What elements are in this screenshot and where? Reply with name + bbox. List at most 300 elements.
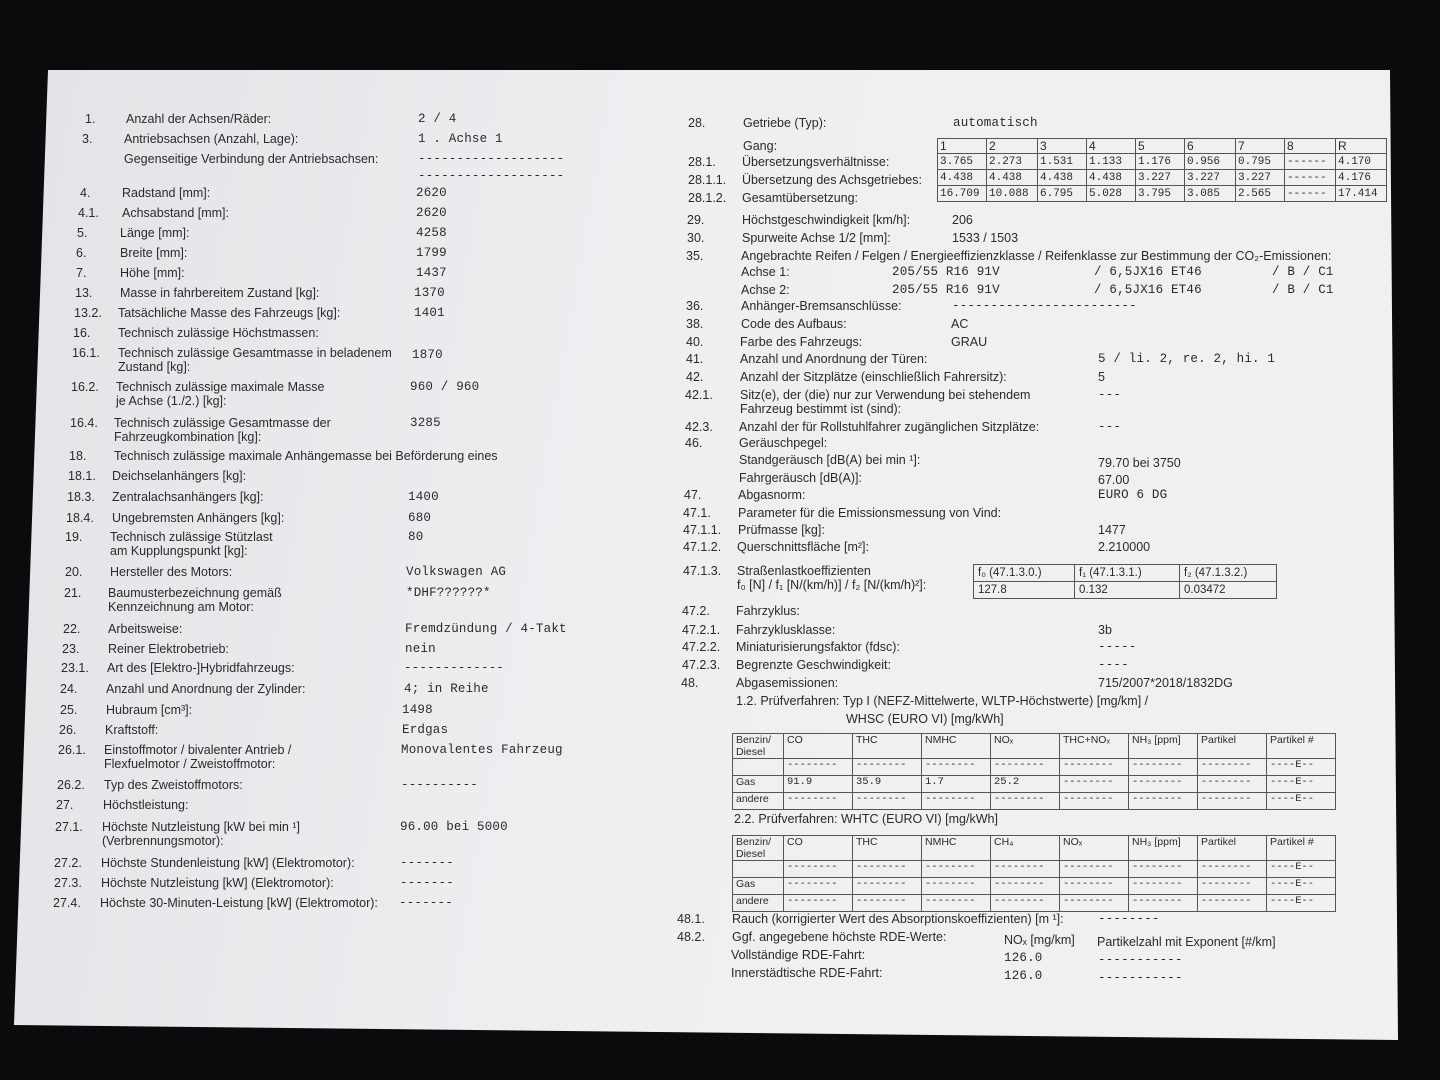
gear-cell: 4.438 [987, 170, 1038, 186]
row-label: Gesamtübersetzung: [742, 191, 859, 205]
emission-cell: -------- [922, 861, 991, 878]
row-number: 42.3. [685, 420, 713, 434]
emission-cell: -------- [991, 793, 1060, 810]
gear-header: 3 [1038, 139, 1087, 154]
emission-cell: ----E-- [1267, 759, 1336, 776]
emission-cell: 35.9 [853, 776, 922, 793]
row-label: Parameter für die Emissionsmessung von Vind: [738, 506, 1002, 520]
rim-size: / 6,5JX16 ET46 [1094, 265, 1202, 279]
gear-cell: 3.227 [1136, 170, 1185, 186]
row-value: ------------------------ [952, 299, 1137, 313]
row-value: 67.00 [1098, 473, 1130, 487]
emissions-table-whtc [732, 835, 1336, 912]
gear-cell: 16.709 [938, 186, 987, 202]
row-label: Abgasnorm: [738, 488, 806, 502]
row-label: Art des [Elektro-]Hybridfahrzeugs: [107, 661, 295, 675]
pollutant-header: Partikel [1198, 734, 1267, 759]
emission-cell: -------- [1060, 861, 1129, 878]
emission-cell: -------- [1198, 861, 1267, 878]
row-header: Benzin/ Diesel [733, 836, 784, 861]
row-label: Höchste 30-Minuten-Leistung [kW] (Elektromotor): [100, 896, 378, 910]
emission-cell: -------- [853, 759, 922, 776]
pollutant-header: NH₃ [ppm] [1129, 836, 1198, 861]
row-label: Breite [mm]: [120, 246, 188, 260]
row-value: 2 / 4 [418, 112, 457, 126]
gang-label: Gang: [743, 139, 778, 153]
row-value: 1870 [412, 348, 443, 362]
row-number: 29. [687, 213, 705, 227]
row-label: Standgeräusch [dB(A) bei min ¹]: [739, 453, 921, 467]
pollutant-header: Partikel [1198, 836, 1267, 861]
gear-cell: 1.531 [1038, 154, 1087, 170]
row-number: 4.1. [78, 206, 99, 220]
gear-cell: 3.765 [938, 154, 987, 170]
row-value: 1437 [416, 266, 447, 280]
row-label: Länge [mm]: [120, 226, 190, 240]
row-header: Benzin/ Diesel [733, 734, 784, 759]
row-label: Anhänger-Bremsanschlüsse: [741, 299, 902, 313]
row-label: Zentralachsanhängers [kg]: [112, 490, 264, 504]
row-value: nein [405, 642, 436, 656]
pollutant-header: Partikel # [1267, 836, 1336, 861]
row-label: Technisch zulässige Gesamtmasse der [114, 416, 331, 430]
rde-col-header: Partikelzahl mit Exponent [#/km] [1097, 935, 1276, 949]
procedure-label: 1.2. Prüfverfahren: Typ I (NEFZ-Mittelwerte, WLTP-Höchstwerte) [mg/km] / [736, 694, 1149, 708]
axle-label: Achse 1: [741, 265, 790, 279]
row-label: Anzahl der Sitzplätze (einschließlich Fahrersitz): [740, 370, 1007, 384]
row-value: 1400 [408, 490, 439, 504]
row-value: 126.0 [1004, 951, 1043, 965]
row-label-cont: Fahrzeugkombination [kg]: [114, 430, 262, 444]
fuel-label-spacer [733, 759, 784, 776]
tyre-class: / B / C1 [1272, 283, 1334, 297]
emission-cell: -------- [922, 878, 991, 895]
row-number: 48.2. [677, 930, 705, 944]
row-label: Übersetzung des Achsgetriebes: [742, 173, 922, 187]
row-number: 47.2.2. [682, 640, 721, 654]
row-number: 18.3. [67, 490, 95, 504]
emission-cell: -------- [784, 861, 853, 878]
tyre-size: 205/55 R16 91V [892, 283, 1000, 297]
row-label: Höchstgeschwindigkeit [km/h]: [742, 213, 911, 227]
row-number: 16.4. [70, 416, 98, 430]
emission-cell: -------- [1198, 895, 1267, 912]
row-label: Höchstleistung: [103, 798, 189, 812]
row-number: 13.2. [74, 306, 102, 320]
emission-cell: -------- [1060, 878, 1129, 895]
row-label: Sitz(e), der (die) nur zur Verwendung bei stehendem [740, 388, 1031, 402]
row-value: ------------------- [418, 169, 565, 183]
row-label: Begrenzte Geschwindigkeit: [736, 658, 891, 672]
row-value: --- [1098, 388, 1122, 402]
gear-header: 7 [1236, 139, 1285, 154]
pollutant-header: THC [853, 734, 922, 759]
row-value: ------------- [404, 661, 505, 675]
row-number: 13. [75, 286, 93, 300]
row-value: Erdgas [402, 723, 449, 737]
gear-cell: ------ [1285, 154, 1336, 170]
emission-cell: 25.2 [991, 776, 1060, 793]
row-value: ------- [399, 896, 453, 910]
row-value: 206 [952, 213, 973, 227]
row-value: 4258 [416, 226, 447, 240]
emission-cell: -------- [1198, 793, 1267, 810]
row-label: Masse in fahrbereitem Zustand [kg]: [120, 286, 320, 300]
row-label: Technisch zulässige Höchstmassen: [118, 326, 319, 340]
emission-cell: -------- [853, 793, 922, 810]
row-label-cont: f₀ [N] / f₁ [N/(km/h)] / f₂ [N/(km/h)²]: [737, 578, 927, 592]
row-number: 42. [686, 370, 704, 384]
row-label: Höchste Nutzleistung [kW] (Elektromotor): [101, 876, 334, 890]
row-label-cont: Flexfuelmotor / Zweistoffmotor: [104, 757, 276, 771]
row-value: automatisch [953, 116, 1038, 130]
row-label: Technisch zulässige maximale Anhängemasse bei Beförderung eines [114, 449, 498, 463]
row-value: 680 [408, 511, 432, 525]
row-number: 41. [686, 352, 704, 366]
row-number: 28.1.1. [688, 173, 727, 187]
row-label: Einstoffmotor / bivalenter Antrieb / [104, 743, 292, 757]
row-value: 1477 [1098, 523, 1126, 537]
pollutant-header: NH₃ [ppm] [1129, 734, 1198, 759]
row-number: 7. [76, 266, 87, 280]
emission-cell: -------- [784, 759, 853, 776]
row-label: Hersteller des Motors: [110, 565, 233, 579]
row-label: Hubraum [cm³]: [106, 703, 193, 717]
emission-cell: -------- [1060, 793, 1129, 810]
row-value: Volkswagen AG [406, 565, 507, 579]
row-value: 715/2007*2018/1832DG [1098, 676, 1233, 690]
row-number: 18.1. [68, 469, 96, 483]
row-label: Arbeitsweise: [108, 622, 183, 636]
row-number: 47.1.1. [683, 523, 722, 537]
row-value: 960 / 960 [410, 380, 480, 394]
gear-cell: ------ [1285, 186, 1336, 202]
emission-cell: -------- [1198, 776, 1267, 793]
fuel-label: Gas [733, 776, 784, 793]
emission-cell: -------- [922, 793, 991, 810]
procedure-label-cont: WHSC (EURO VI) [mg/kWh] [846, 712, 1004, 726]
gear-ratio-table [937, 138, 1387, 202]
emission-cell: -------- [853, 861, 922, 878]
gear-cell: 5.028 [1087, 186, 1136, 202]
row-value: ----------- [1098, 971, 1183, 985]
row-value: ------- [400, 856, 454, 870]
row-number: 20. [65, 565, 83, 579]
emission-cell: -------- [1060, 776, 1129, 793]
emission-cell: -------- [1129, 895, 1198, 912]
emission-cell: -------- [991, 861, 1060, 878]
row-label: Höchste Nutzleistung [kW bei min ¹] [102, 820, 300, 834]
row-number: 47. [684, 488, 702, 502]
row-number: 47.2. [682, 604, 710, 618]
emission-cell: -------- [991, 895, 1060, 912]
row-label: Übersetzungsverhältnisse: [742, 155, 890, 169]
emission-cell: -------- [784, 878, 853, 895]
emission-cell: -------- [1129, 776, 1198, 793]
row-value: 80 [408, 530, 424, 544]
gear-header: 5 [1136, 139, 1185, 154]
rde-col-header: NOₓ [mg/km] [1004, 933, 1075, 947]
emission-cell: 91.9 [784, 776, 853, 793]
row-label: Code des Aufbaus: [741, 317, 847, 331]
coef-header: f₁ (47.1.3.1.) [1075, 565, 1180, 582]
row-number: 16. [73, 326, 91, 340]
gear-cell: 2.273 [987, 154, 1038, 170]
row-number: 47.1. [683, 506, 711, 520]
emission-cell: -------- [922, 759, 991, 776]
row-label: Ungebremsten Anhängers [kg]: [112, 511, 285, 525]
row-label: Technisch zulässige Gesamtmasse in beladenem [118, 346, 392, 360]
emission-cell: -------- [1129, 793, 1198, 810]
row-label: Fahrzyklusklasse: [736, 623, 836, 637]
fuel-label-spacer [733, 861, 784, 878]
row-number: 4. [80, 186, 91, 200]
row-value: 5 / li. 2, re. 2, hi. 1 [1098, 352, 1276, 366]
gear-cell: 1.133 [1087, 154, 1136, 170]
row-value: 1498 [402, 703, 433, 717]
row-number: 23.1. [61, 661, 89, 675]
gear-header: 2 [987, 139, 1038, 154]
row-label-cont: Kennzeichnung am Motor: [108, 600, 254, 614]
row-label-cont: am Kupplungspunkt [kg]: [110, 544, 248, 558]
row-value: 1370 [414, 286, 445, 300]
emission-cell: -------- [1129, 759, 1198, 776]
row-label: Fahrgeräusch [dB(A)]: [739, 471, 862, 485]
row-label: Kraftstoff: [105, 723, 159, 737]
pollutant-header: THC+NOₓ [1060, 734, 1129, 759]
row-number: 38. [686, 317, 704, 331]
row-label: Innerstädtische RDE-Fahrt: [731, 966, 883, 980]
row-label: Querschnittsfläche [m²]: [737, 540, 869, 554]
row-number: 18. [69, 449, 87, 463]
row-value: 1401 [414, 306, 445, 320]
row-number: 1. [85, 112, 96, 126]
row-number: 21. [64, 586, 82, 600]
emission-cell: ----E-- [1267, 793, 1336, 810]
row-number: 5. [77, 226, 88, 240]
coef-header: f₀ (47.1.3.0.) [974, 565, 1075, 582]
gear-cell: 4.438 [938, 170, 987, 186]
emission-cell: -------- [784, 793, 853, 810]
row-number: 25. [60, 703, 78, 717]
row-label: Antriebsachsen (Anzahl, Lage): [124, 132, 299, 146]
emission-cell: ----E-- [1267, 776, 1336, 793]
row-label: Radstand [mm]: [122, 186, 211, 200]
row-value: 2620 [416, 186, 447, 200]
fuel-label: andere [733, 895, 784, 912]
row-label-cont: Zustand [kg]: [118, 360, 191, 374]
procedure-label: 2.2. Prüfverfahren: WHTC (EURO VI) [mg/kWh] [734, 812, 998, 826]
row-value: 3b [1098, 623, 1112, 637]
row-label: Anzahl der Achsen/Räder: [126, 112, 272, 126]
row-label-cont: je Achse (1./2.) [kg]: [116, 394, 227, 408]
row-value: -------- [1098, 912, 1160, 926]
row-number: 36. [686, 299, 704, 313]
row-value: 2.210000 [1098, 540, 1151, 554]
row-number: 16.1. [72, 346, 100, 360]
coef-value: 127.8 [974, 582, 1075, 599]
row-number: 47.1.2. [683, 540, 722, 554]
emission-cell: -------- [991, 878, 1060, 895]
pollutant-header: CO [784, 836, 853, 861]
emission-cell: ----E-- [1267, 878, 1336, 895]
axle-label: Achse 2: [741, 283, 790, 297]
gear-cell: 10.088 [987, 186, 1038, 202]
gear-header: R [1336, 139, 1387, 154]
emission-cell: 1.7 [922, 776, 991, 793]
row-number: 40. [686, 335, 704, 349]
row-value: ----------- [1098, 953, 1183, 967]
row-label: Höchste Stundenleistung [kW] (Elektromotor): [101, 856, 355, 870]
row-number: 35. [686, 249, 704, 263]
emission-cell: ----E-- [1267, 861, 1336, 878]
row-label: Getriebe (Typ): [743, 116, 827, 130]
row-value: --- [1098, 420, 1122, 434]
row-number: 27.1. [55, 820, 83, 834]
emission-cell: -------- [853, 895, 922, 912]
row-number: 3. [82, 132, 93, 146]
row-label: Abgasemissionen: [736, 676, 839, 690]
row-number: 48. [681, 676, 699, 690]
row-label-cont: Fahrzeug bestimmt ist (sind): [740, 402, 902, 416]
gear-cell: 2.565 [1236, 186, 1285, 202]
gear-cell: 6.795 [1038, 186, 1087, 202]
emission-cell: -------- [1060, 759, 1129, 776]
row-value: ---------- [401, 778, 479, 792]
gear-cell: 1.176 [1136, 154, 1185, 170]
row-label: Technisch zulässige maximale Masse [116, 380, 325, 394]
pollutant-header: NMHC [922, 836, 991, 861]
row-value: 1799 [416, 246, 447, 260]
row-label: Höhe [mm]: [120, 266, 185, 280]
row-value: EURO 6 DG [1098, 488, 1168, 502]
row-number: 47.2.1. [682, 623, 721, 637]
gear-cell: 3.085 [1185, 186, 1236, 202]
row-number: 42.1. [685, 388, 713, 402]
row-value: ------------------- [418, 152, 565, 166]
row-label: Deichselanhängers [kg]: [112, 469, 247, 483]
gear-cell: 4.438 [1038, 170, 1087, 186]
gear-cell: 0.956 [1185, 154, 1236, 170]
row-label: Fahrzyklus: [736, 604, 800, 618]
coef-header: f₂ (47.1.3.2.) [1180, 565, 1277, 582]
row-number: 6. [76, 246, 87, 260]
emission-cell: ----E-- [1267, 895, 1336, 912]
row-number: 27. [56, 798, 74, 812]
row-label: Farbe des Fahrzeugs: [740, 335, 863, 349]
row-number: 47.1.3. [683, 564, 722, 578]
row-value: 126.0 [1004, 969, 1043, 983]
gear-header: 1 [938, 139, 987, 154]
row-value: ---- [1098, 658, 1129, 672]
row-label: Geräuschpegel: [739, 436, 828, 450]
row-number: 28. [688, 116, 706, 130]
row-number: 23. [62, 642, 80, 656]
pollutant-header: CO [784, 734, 853, 759]
row-number: 26.1. [58, 743, 86, 757]
row-label: Baumusterbezeichnung gemäß [108, 586, 282, 600]
emission-cell: -------- [991, 759, 1060, 776]
road-load-coefficient-table [973, 564, 1277, 599]
pollutant-header: CH₄ [991, 836, 1060, 861]
row-value: GRAU [951, 335, 988, 349]
row-value: 79.70 bei 3750 [1098, 456, 1181, 470]
row-number: 24. [60, 682, 78, 696]
row-number: 16.2. [71, 380, 99, 394]
emission-cell: -------- [784, 895, 853, 912]
row-value: 3285 [410, 416, 441, 430]
emissions-table-type1 [732, 733, 1336, 810]
row-label: Typ des Zweistoffmotors: [104, 778, 243, 792]
gear-cell: 4.176 [1336, 170, 1387, 186]
emission-cell: -------- [1129, 878, 1198, 895]
gear-cell: 3.227 [1185, 170, 1236, 186]
row-label: Prüfmasse [kg]: [738, 523, 825, 537]
row-label: Anzahl der für Rollstuhlfahrer zugänglichen Sitzplätze: [739, 420, 1040, 434]
fuel-label: Gas [733, 878, 784, 895]
emission-cell: -------- [922, 895, 991, 912]
row-value: 96.00 bei 5000 [400, 820, 508, 834]
gear-header: 6 [1185, 139, 1236, 154]
gear-cell: ------ [1285, 170, 1336, 186]
gear-cell: 17.414 [1336, 186, 1387, 202]
row-label: Reiner Elektrobetrieb: [108, 642, 229, 656]
emission-cell: -------- [1129, 861, 1198, 878]
row-number: 47.2.3. [682, 658, 721, 672]
row-label-cont: (Verbrennungsmotor): [102, 834, 224, 848]
row-value: *DHF??????* [406, 586, 491, 600]
row-label: Miniaturisierungsfaktor (fdsc): [736, 640, 900, 654]
row-number: 28.1.2. [688, 191, 727, 205]
gear-cell: 0.795 [1236, 154, 1285, 170]
coef-value: 0.03472 [1180, 582, 1277, 599]
row-label: Gegenseitige Verbindung der Antriebsachsen: [124, 152, 379, 166]
row-number: 26. [59, 723, 77, 737]
row-number: 27.3. [54, 876, 82, 890]
row-number: 28.1. [688, 155, 716, 169]
row-value: 1533 / 1503 [952, 231, 1019, 245]
row-value: 4; in Reihe [404, 682, 489, 696]
emission-cell: -------- [853, 878, 922, 895]
tyre-size: 205/55 R16 91V [892, 265, 1000, 279]
row-label: Angebrachte Reifen / Felgen / Energieeffizienzklasse / Reifenklasse zur Bestimmung der CO₂-Emissionen: [741, 249, 1332, 263]
row-label: Achsabstand [mm]: [122, 206, 229, 220]
row-number: 27.2. [54, 856, 82, 870]
row-value: Fremdzündung / 4-Takt [405, 622, 567, 636]
emission-cell: -------- [1060, 895, 1129, 912]
rim-size: / 6,5JX16 ET46 [1094, 283, 1202, 297]
row-number: 46. [685, 436, 703, 450]
row-number: 27.4. [53, 896, 81, 910]
pollutant-header: NOₓ [991, 734, 1060, 759]
gear-header: 4 [1087, 139, 1136, 154]
row-number: 19. [65, 530, 83, 544]
emission-cell: -------- [1198, 759, 1267, 776]
row-number: 30. [687, 231, 705, 245]
row-value: ----- [1098, 640, 1137, 654]
row-label: Ggf. angegebene höchste RDE-Werte: [732, 930, 947, 944]
row-label: Anzahl und Anordnung der Türen: [740, 352, 928, 366]
row-label: Spurweite Achse 1/2 [mm]: [742, 231, 891, 245]
coef-value: 0.132 [1075, 582, 1180, 599]
pollutant-header: Partikel # [1267, 734, 1336, 759]
gear-cell: 3.227 [1236, 170, 1285, 186]
row-value: 2620 [416, 206, 447, 220]
pollutant-header: NMHC [922, 734, 991, 759]
row-value: ------- [400, 876, 454, 890]
emission-cell: -------- [1198, 878, 1267, 895]
pollutant-header: NOₓ [1060, 836, 1129, 861]
